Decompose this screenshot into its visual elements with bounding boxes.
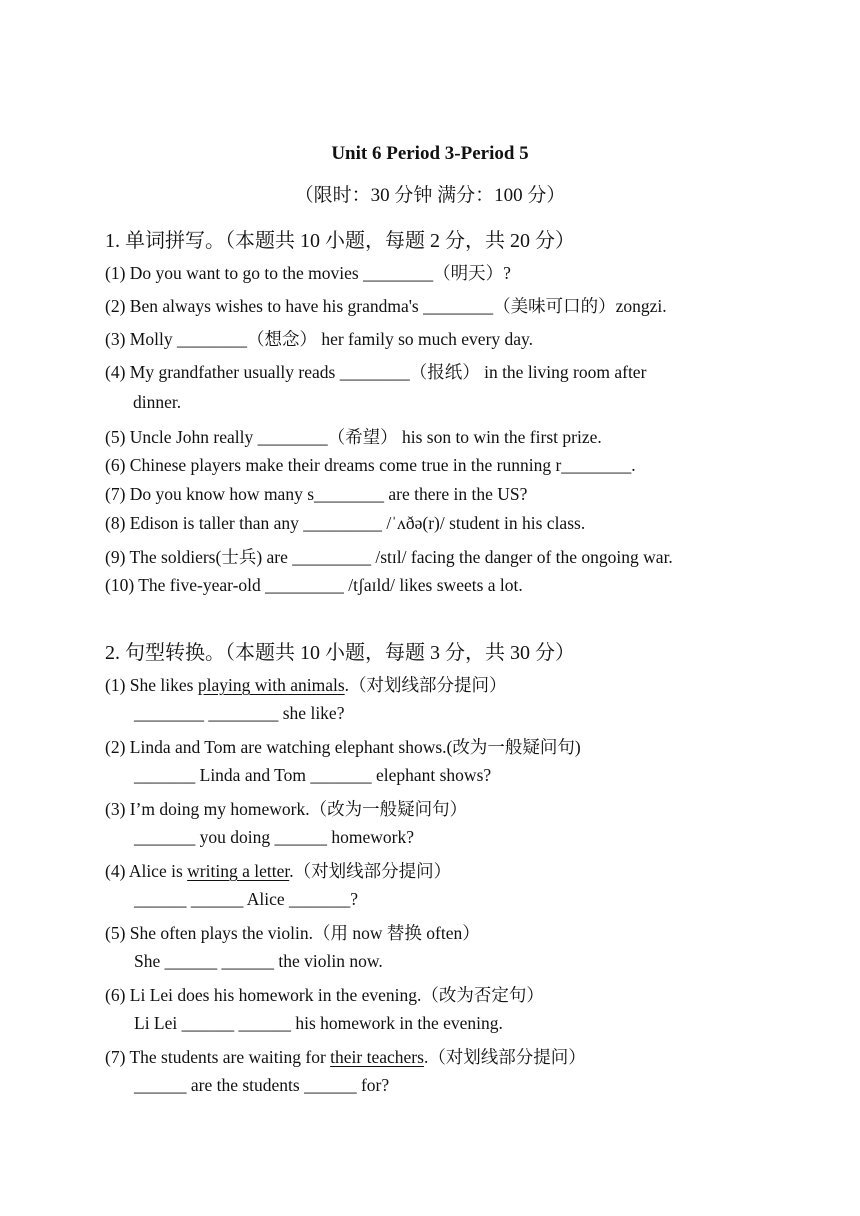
page-subtitle: （限时：30 分钟 满分：100 分） (294, 185, 566, 206)
s2-answer-6: Li Lei ______ ______ his homework in the evening. (134, 1013, 503, 1033)
s2-answer-1: ________ ________ she like? (134, 703, 345, 723)
s1-question-1: (1) Do you want to go to the movies ________（明天）? (105, 263, 511, 283)
s2-question-6: (6) Li Lei does his homework in the evening.（改为否定句） (105, 985, 544, 1005)
s1-question-4: (4) My grandfather usually reads ________（报纸） in the living room after (105, 362, 647, 382)
s1-question-2: (2) Ben always wishes to have his grandma's ________（美味可口的）zongzi. (105, 296, 667, 316)
s2-q1-suffix: .（对划线部分提问） (344, 675, 507, 695)
s2-answer-4: ______ ______ Alice _______? (134, 889, 359, 909)
s2-answer-5: She ______ ______ the violin now. (134, 951, 383, 971)
section1-heading: 1. 单词拼写。（本题共 10 小题，每题 2 分，共 20 分） (105, 230, 575, 252)
s2-q4-prefix: (4) Alice is (105, 861, 188, 881)
s2-q1-prefix: (1) She likes (105, 675, 198, 695)
s2-question-7 (105, 1044, 586, 1069)
s2-answer-3: _______ you doing ______ homework? (134, 827, 414, 847)
page-title: Unit 6 Period 3-Period 5 (331, 143, 529, 164)
s2-q7-suffix: .（对划线部分提问） (423, 1047, 586, 1067)
s2-question-1 (105, 672, 507, 697)
s1-question-8: (8) Edison is taller than any _________ /ˈʌðə(r)/ student in his class. (105, 513, 586, 533)
s2-answer-2: _______ Linda and Tom _______ elephant shows? (134, 765, 492, 785)
s2-question-3: (3) I’m doing my homework.（改为一般疑问句） (105, 799, 468, 819)
s2-question-4 (105, 858, 451, 883)
s1-question-7: (7) Do you know how many s________ are there in the US? (105, 484, 528, 504)
s2-q1-underlined: playing with animals (197, 675, 345, 695)
section2-heading: 2. 句型转换。（本题共 10 小题，每题 3 分，共 30 分） (105, 642, 575, 664)
s1-question-10: (10) The five-year-old _________ /tʃaɪld/ likes sweets a lot. (105, 575, 523, 595)
s1-question-4-continued: dinner. (133, 392, 182, 412)
s2-q4-underlined: writing a letter (187, 861, 290, 881)
s2-q7-underlined: their teachers (330, 1047, 424, 1067)
s2-question-2: (2) Linda and Tom are watching elephant shows.(改为一般疑问句) (105, 737, 581, 757)
s2-question-5: (5) She often plays the violin.（用 now 替换 often） (105, 923, 480, 943)
s2-answer-7: ______ are the students ______ for? (134, 1075, 390, 1095)
s2-q7-prefix: (7) The students are waiting for (105, 1047, 331, 1067)
s1-question-6: (6) Chinese players make their dreams come true in the running r________. (105, 455, 636, 475)
s1-question-3: (3) Molly ________（想念） her family so much every day. (105, 329, 534, 349)
s1-question-5: (5) Uncle John really ________（希望） his son to win the first prize. (105, 427, 602, 447)
s1-question-9: (9) The soldiers(士兵) are _________ /stɪl/ facing the danger of the ongoing war. (105, 547, 673, 567)
s2-q4-suffix: .（对划线部分提问） (289, 861, 452, 881)
